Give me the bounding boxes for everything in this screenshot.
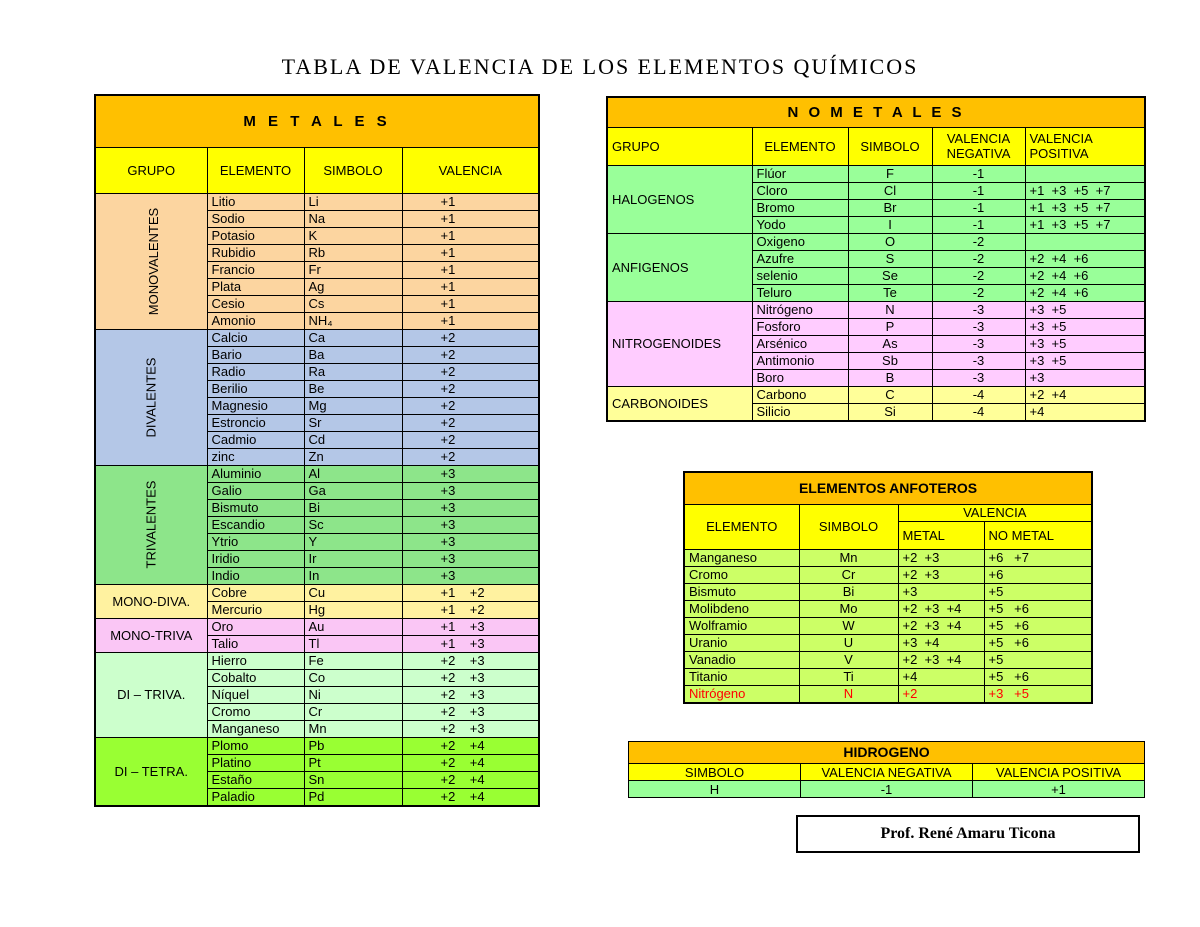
element-symbol: Cr bbox=[799, 566, 898, 583]
positive-valence bbox=[1025, 165, 1145, 182]
table-row bbox=[684, 566, 1092, 583]
no-metales-columns-row bbox=[607, 127, 1145, 165]
element-valence: +3 bbox=[402, 567, 539, 584]
group-cell: ANFIGENOS bbox=[607, 233, 752, 301]
table-row bbox=[607, 233, 1145, 250]
element-name: Plomo bbox=[207, 737, 304, 754]
element-symbol: Rb bbox=[304, 244, 402, 261]
hidrogeno-value: +1 bbox=[973, 781, 1145, 798]
negative-valence: -1 bbox=[932, 199, 1025, 216]
element-name: Iridio bbox=[207, 550, 304, 567]
element-name: Escandio bbox=[207, 516, 304, 533]
metal-valence: +2 +3 +4 bbox=[898, 600, 984, 617]
element-valence: +1 +3 bbox=[402, 618, 539, 635]
element-valence: +1 +2 bbox=[402, 601, 539, 618]
element-name: Potasio bbox=[207, 227, 304, 244]
element-symbol: S bbox=[848, 250, 932, 267]
element-symbol: F bbox=[848, 165, 932, 182]
nonmetal-valence: +5 bbox=[984, 651, 1092, 668]
element-symbol: Se bbox=[848, 267, 932, 284]
group-cell bbox=[95, 465, 207, 584]
element-valence: +3 bbox=[402, 482, 539, 499]
column-header: SIMBOLO bbox=[304, 147, 402, 193]
element-symbol: Fr bbox=[304, 261, 402, 278]
group-cell: NITROGENOIDES bbox=[607, 301, 752, 386]
element-name: Magnesio bbox=[207, 397, 304, 414]
table-row bbox=[684, 668, 1092, 685]
element-name: Yodo bbox=[752, 216, 848, 233]
metal-valence: +2 +3 +4 bbox=[898, 651, 984, 668]
column-header: METAL bbox=[898, 521, 984, 549]
element-symbol: Bi bbox=[799, 583, 898, 600]
element-symbol: Mn bbox=[799, 549, 898, 566]
nonmetal-valence: +3 +5 bbox=[984, 685, 1092, 703]
table-row bbox=[95, 584, 539, 601]
element-symbol: B bbox=[848, 369, 932, 386]
positive-valence: +2 +4 +6 bbox=[1025, 267, 1145, 284]
element-valence: +1 +3 bbox=[402, 635, 539, 652]
element-name: Antimonio bbox=[752, 352, 848, 369]
element-name: Flúor bbox=[752, 165, 848, 182]
element-symbol: Na bbox=[304, 210, 402, 227]
element-symbol: I bbox=[848, 216, 932, 233]
table-row bbox=[95, 465, 539, 482]
column-header: GRUPO bbox=[607, 127, 752, 165]
metales-columns-row bbox=[95, 147, 539, 193]
negative-valence: -3 bbox=[932, 318, 1025, 335]
element-valence: +2 +3 bbox=[402, 669, 539, 686]
page-title: TABLA DE VALENCIA DE LOS ELEMENTOS QUÍMICOS bbox=[281, 54, 919, 79]
element-name: Calcio bbox=[207, 329, 304, 346]
group-cell bbox=[95, 329, 207, 465]
element-valence: +2 +3 bbox=[402, 703, 539, 720]
hidrogeno-value: H bbox=[629, 781, 801, 798]
anfoteros-header: ELEMENTOS ANFOTEROS bbox=[684, 472, 1092, 504]
element-name: Indio bbox=[207, 567, 304, 584]
positive-valence: +1 +3 +5 +7 bbox=[1025, 182, 1145, 199]
element-name: Galio bbox=[207, 482, 304, 499]
element-symbol: Hg bbox=[304, 601, 402, 618]
element-symbol: Ir bbox=[304, 550, 402, 567]
table-row bbox=[684, 549, 1092, 566]
column-header: NO METAL bbox=[984, 521, 1092, 549]
element-symbol: Sn bbox=[304, 771, 402, 788]
element-name: Oxigeno bbox=[752, 233, 848, 250]
positive-valence: +1 +3 +5 +7 bbox=[1025, 199, 1145, 216]
table-row bbox=[684, 617, 1092, 634]
group-cell: MONO-TRIVA bbox=[95, 618, 207, 652]
nonmetal-valence: +5 +6 bbox=[984, 617, 1092, 634]
element-name: Bismuto bbox=[207, 499, 304, 516]
element-symbol: NH₄ bbox=[304, 312, 402, 329]
table-row bbox=[607, 386, 1145, 403]
group-cell: HALOGENOS bbox=[607, 165, 752, 233]
negative-valence: -1 bbox=[932, 216, 1025, 233]
column-header: ELEMENTO bbox=[207, 147, 304, 193]
metal-valence: +3 bbox=[898, 583, 984, 600]
element-symbol: Ga bbox=[304, 482, 402, 499]
hidrogeno-value: -1 bbox=[801, 781, 973, 798]
nonmetal-valence: +5 bbox=[984, 583, 1092, 600]
element-symbol: Cu bbox=[304, 584, 402, 601]
element-valence: +1 +2 bbox=[402, 584, 539, 601]
element-symbol: Fe bbox=[304, 652, 402, 669]
element-valence: +1 bbox=[402, 210, 539, 227]
element-valence: +2 +3 bbox=[402, 720, 539, 737]
group-label: DIVALENTES bbox=[143, 357, 159, 437]
element-symbol: U bbox=[799, 634, 898, 651]
metal-valence: +2 +3 bbox=[898, 566, 984, 583]
element-name: Cobre bbox=[207, 584, 304, 601]
table-row bbox=[95, 618, 539, 635]
element-valence: +2 bbox=[402, 431, 539, 448]
positive-valence: +2 +4 +6 bbox=[1025, 284, 1145, 301]
hidrogeno-table bbox=[628, 741, 1145, 798]
table-row bbox=[607, 301, 1145, 318]
element-name: Bario bbox=[207, 346, 304, 363]
table-row bbox=[95, 193, 539, 210]
table-row bbox=[607, 165, 1145, 182]
element-name: Boro bbox=[752, 369, 848, 386]
positive-valence: +3 +5 bbox=[1025, 335, 1145, 352]
negative-valence: -3 bbox=[932, 369, 1025, 386]
element-name: Nitrógeno bbox=[684, 685, 799, 703]
no-metales-header-row bbox=[607, 97, 1145, 127]
element-name: Paladio bbox=[207, 788, 304, 806]
element-name: Francio bbox=[207, 261, 304, 278]
group-cell: CARBONOIDES bbox=[607, 386, 752, 421]
table-row bbox=[95, 737, 539, 754]
element-symbol: Mg bbox=[304, 397, 402, 414]
element-symbol: Li bbox=[304, 193, 402, 210]
negative-valence: -2 bbox=[932, 267, 1025, 284]
element-valence: +1 bbox=[402, 227, 539, 244]
element-symbol: N bbox=[799, 685, 898, 703]
metal-valence: +2 bbox=[898, 685, 984, 703]
column-header: VALENCIA POSITIVA bbox=[1025, 127, 1145, 165]
element-name: Teluro bbox=[752, 284, 848, 301]
element-name: Sodio bbox=[207, 210, 304, 227]
element-symbol: Al bbox=[304, 465, 402, 482]
positive-valence: +1 +3 +5 +7 bbox=[1025, 216, 1145, 233]
group-label: TRIVALENTES bbox=[143, 480, 159, 569]
metales-header: M E T A L E S bbox=[95, 95, 539, 147]
column-header: SIMBOLO bbox=[629, 764, 801, 781]
element-name: Estaño bbox=[207, 771, 304, 788]
column-header: ELEMENTO bbox=[752, 127, 848, 165]
element-name: Arsénico bbox=[752, 335, 848, 352]
element-valence: +1 bbox=[402, 244, 539, 261]
element-symbol: Cr bbox=[304, 703, 402, 720]
positive-valence: +2 +4 bbox=[1025, 386, 1145, 403]
element-symbol: Zn bbox=[304, 448, 402, 465]
hidrogeno-header: HIDROGENO bbox=[629, 742, 1145, 764]
nonmetal-valence: +5 +6 bbox=[984, 634, 1092, 651]
table-row bbox=[684, 651, 1092, 668]
negative-valence: -1 bbox=[932, 182, 1025, 199]
nonmetal-valence: +5 +6 bbox=[984, 600, 1092, 617]
element-name: Níquel bbox=[207, 686, 304, 703]
table-row bbox=[95, 652, 539, 669]
positive-valence: +3 +5 bbox=[1025, 352, 1145, 369]
element-name: Ytrio bbox=[207, 533, 304, 550]
negative-valence: -1 bbox=[932, 165, 1025, 182]
element-symbol: Au bbox=[304, 618, 402, 635]
metal-valence: +4 bbox=[898, 668, 984, 685]
element-valence: +3 bbox=[402, 465, 539, 482]
element-name: Aluminio bbox=[207, 465, 304, 482]
element-symbol: Si bbox=[848, 403, 932, 421]
element-symbol: Tl bbox=[304, 635, 402, 652]
positive-valence: +3 +5 bbox=[1025, 318, 1145, 335]
negative-valence: -4 bbox=[932, 403, 1025, 421]
column-header: VALENCIA POSITIVA bbox=[973, 764, 1145, 781]
table-row bbox=[684, 600, 1092, 617]
element-name: Platino bbox=[207, 754, 304, 771]
element-symbol: Sb bbox=[848, 352, 932, 369]
table-row bbox=[684, 583, 1092, 600]
metal-valence: +3 +4 bbox=[898, 634, 984, 651]
element-name: Radio bbox=[207, 363, 304, 380]
element-symbol: Sr bbox=[304, 414, 402, 431]
element-valence: +1 bbox=[402, 261, 539, 278]
element-symbol: In bbox=[304, 567, 402, 584]
negative-valence: -3 bbox=[932, 335, 1025, 352]
negative-valence: -2 bbox=[932, 250, 1025, 267]
element-name: Estroncio bbox=[207, 414, 304, 431]
element-name: selenio bbox=[752, 267, 848, 284]
element-symbol: Cl bbox=[848, 182, 932, 199]
element-symbol: Mn bbox=[304, 720, 402, 737]
element-valence: +1 bbox=[402, 278, 539, 295]
column-header: GRUPO bbox=[95, 147, 207, 193]
column-header: SIMBOLO bbox=[799, 504, 898, 549]
element-symbol: Sc bbox=[304, 516, 402, 533]
negative-valence: -2 bbox=[932, 233, 1025, 250]
element-symbol: As bbox=[848, 335, 932, 352]
element-valence: +1 bbox=[402, 193, 539, 210]
element-name: Berilio bbox=[207, 380, 304, 397]
element-name: Nitrógeno bbox=[752, 301, 848, 318]
element-symbol: Ag bbox=[304, 278, 402, 295]
element-name: Azufre bbox=[752, 250, 848, 267]
element-name: Talio bbox=[207, 635, 304, 652]
element-valence: +2 bbox=[402, 397, 539, 414]
element-symbol: V bbox=[799, 651, 898, 668]
metales-table bbox=[94, 94, 540, 807]
anfoteros-columns-row-1 bbox=[684, 504, 1092, 521]
hidrogeno-header-row bbox=[629, 742, 1145, 764]
group-cell: DI – TRIVA. bbox=[95, 652, 207, 737]
no-metales-table bbox=[606, 96, 1146, 422]
table-row bbox=[684, 634, 1092, 651]
element-symbol: Pd bbox=[304, 788, 402, 806]
author-box: Prof. René Amaru Ticona bbox=[796, 815, 1140, 853]
element-symbol: C bbox=[848, 386, 932, 403]
element-name: zinc bbox=[207, 448, 304, 465]
element-name: Fosforo bbox=[752, 318, 848, 335]
negative-valence: -2 bbox=[932, 284, 1025, 301]
element-symbol: P bbox=[848, 318, 932, 335]
group-cell: DI – TETRA. bbox=[95, 737, 207, 806]
positive-valence: +3 +5 bbox=[1025, 301, 1145, 318]
element-symbol: Te bbox=[848, 284, 932, 301]
negative-valence: -4 bbox=[932, 386, 1025, 403]
element-symbol: Mo bbox=[799, 600, 898, 617]
element-valence: +2 bbox=[402, 329, 539, 346]
element-valence: +1 bbox=[402, 312, 539, 329]
element-name: Silicio bbox=[752, 403, 848, 421]
element-name: Vanadio bbox=[684, 651, 799, 668]
group-cell bbox=[95, 193, 207, 329]
metal-valence: +2 +3 bbox=[898, 549, 984, 566]
element-valence: +2 +3 bbox=[402, 686, 539, 703]
element-symbol: Ba bbox=[304, 346, 402, 363]
element-symbol: Br bbox=[848, 199, 932, 216]
element-name: Carbono bbox=[752, 386, 848, 403]
element-valence: +3 bbox=[402, 550, 539, 567]
element-symbol: Ca bbox=[304, 329, 402, 346]
element-valence: +2 +3 bbox=[402, 652, 539, 669]
element-symbol: W bbox=[799, 617, 898, 634]
element-name: Cromo bbox=[684, 566, 799, 583]
element-name: Bromo bbox=[752, 199, 848, 216]
element-valence: +2 bbox=[402, 448, 539, 465]
element-name: Litio bbox=[207, 193, 304, 210]
element-name: Cloro bbox=[752, 182, 848, 199]
element-symbol: Cs bbox=[304, 295, 402, 312]
anfoteros-header-row bbox=[684, 472, 1092, 504]
element-valence: +1 bbox=[402, 295, 539, 312]
element-name: Manganeso bbox=[684, 549, 799, 566]
element-symbol: Y bbox=[304, 533, 402, 550]
element-symbol: O bbox=[848, 233, 932, 250]
element-name: Rubidio bbox=[207, 244, 304, 261]
element-symbol: Cd bbox=[304, 431, 402, 448]
element-name: Titanio bbox=[684, 668, 799, 685]
positive-valence: +3 bbox=[1025, 369, 1145, 386]
element-name: Bismuto bbox=[684, 583, 799, 600]
metales-header-row bbox=[95, 95, 539, 147]
element-symbol: Pb bbox=[304, 737, 402, 754]
negative-valence: -3 bbox=[932, 301, 1025, 318]
element-name: Cesio bbox=[207, 295, 304, 312]
positive-valence bbox=[1025, 233, 1145, 250]
element-symbol: Co bbox=[304, 669, 402, 686]
table-row bbox=[95, 329, 539, 346]
element-name: Uranio bbox=[684, 634, 799, 651]
positive-valence: +4 bbox=[1025, 403, 1145, 421]
element-valence: +3 bbox=[402, 516, 539, 533]
element-symbol: K bbox=[304, 227, 402, 244]
positive-valence: +2 +4 +6 bbox=[1025, 250, 1145, 267]
element-symbol: Ti bbox=[799, 668, 898, 685]
element-name: Wolframio bbox=[684, 617, 799, 634]
column-header: VALENCIA bbox=[402, 147, 539, 193]
element-symbol: Bi bbox=[304, 499, 402, 516]
hidrogeno-columns-row bbox=[629, 764, 1145, 781]
element-name: Oro bbox=[207, 618, 304, 635]
element-name: Cadmio bbox=[207, 431, 304, 448]
column-header: VALENCIA NEGATIVA bbox=[801, 764, 973, 781]
element-valence: +2 bbox=[402, 346, 539, 363]
negative-valence: -3 bbox=[932, 352, 1025, 369]
element-valence: +2 +4 bbox=[402, 771, 539, 788]
element-name: Plata bbox=[207, 278, 304, 295]
element-symbol: N bbox=[848, 301, 932, 318]
element-name: Cobalto bbox=[207, 669, 304, 686]
anfoteros-table bbox=[683, 471, 1093, 704]
element-symbol: Be bbox=[304, 380, 402, 397]
metal-valence: +2 +3 +4 bbox=[898, 617, 984, 634]
nonmetal-valence: +6 bbox=[984, 566, 1092, 583]
column-header: SIMBOLO bbox=[848, 127, 932, 165]
element-valence: +2 bbox=[402, 363, 539, 380]
table-row bbox=[684, 685, 1092, 703]
element-name: Cromo bbox=[207, 703, 304, 720]
nonmetal-valence: +5 +6 bbox=[984, 668, 1092, 685]
element-valence: +2 +4 bbox=[402, 737, 539, 754]
element-symbol: Pt bbox=[304, 754, 402, 771]
element-valence: +2 +4 bbox=[402, 788, 539, 806]
element-name: Mercurio bbox=[207, 601, 304, 618]
element-name: Manganeso bbox=[207, 720, 304, 737]
element-name: Amonio bbox=[207, 312, 304, 329]
element-valence: +2 bbox=[402, 414, 539, 431]
element-name: Hierro bbox=[207, 652, 304, 669]
no-metales-header: N O M E T A L E S bbox=[607, 97, 1145, 127]
element-symbol: Ra bbox=[304, 363, 402, 380]
nonmetal-valence: +6 +7 bbox=[984, 549, 1092, 566]
element-symbol: Ni bbox=[304, 686, 402, 703]
element-valence: +3 bbox=[402, 499, 539, 516]
column-header: ELEMENTO bbox=[684, 504, 799, 549]
element-valence: +2 bbox=[402, 380, 539, 397]
column-header: VALENCIA bbox=[898, 504, 1092, 521]
group-cell: MONO-DIVA. bbox=[95, 584, 207, 618]
element-name: Molibdeno bbox=[684, 600, 799, 617]
table-row bbox=[629, 781, 1145, 798]
element-valence: +2 +4 bbox=[402, 754, 539, 771]
column-header: VALENCIA NEGATIVA bbox=[932, 127, 1025, 165]
group-label: MONOVALENTES bbox=[146, 207, 162, 315]
element-valence: +3 bbox=[402, 533, 539, 550]
